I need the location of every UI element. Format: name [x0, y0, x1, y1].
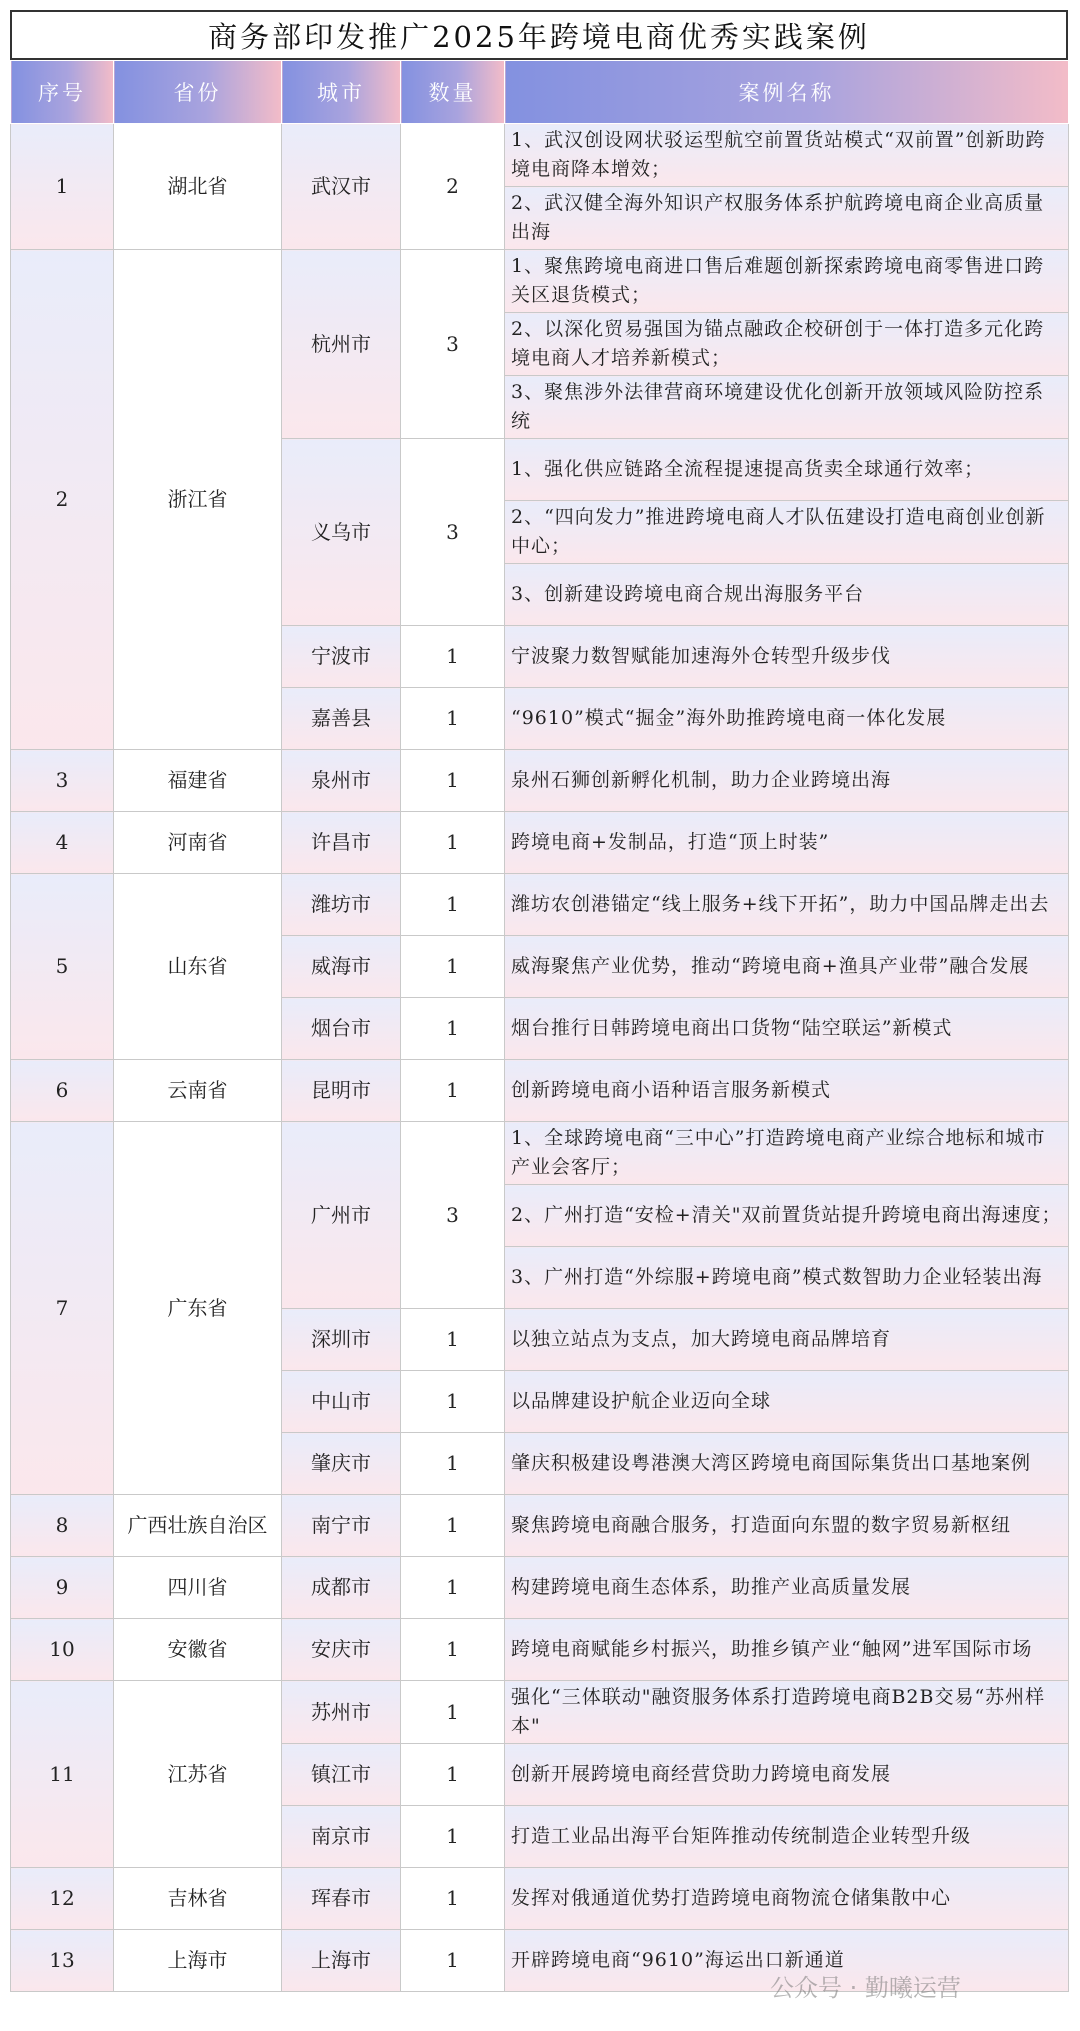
case-name-cell: 烟台推行日韩跨境电商出口货物“陆空联运”新模式 [505, 998, 1069, 1060]
table-row [11, 1495, 1069, 1557]
case-name-cell: 强化“三体联动"融资服务体系打造跨境电商B2B交易“苏州样本" [505, 1681, 1069, 1744]
case-name-cell: 2、武汉健全海外知识产权服务体系护航跨境电商企业高质量出海 [505, 187, 1069, 250]
province-cell: 上海市 [114, 1930, 282, 1992]
count-cell: 1 [401, 1495, 505, 1557]
province-cell: 河南省 [114, 812, 282, 874]
city-cell: 嘉善县 [282, 688, 401, 750]
city-cell: 中山市 [282, 1371, 401, 1433]
case-name-cell: 创新开展跨境电商经营贷助力跨境电商发展 [505, 1744, 1069, 1806]
case-name-cell: 1、强化供应链路全流程提速提高货卖全球通行效率； [505, 439, 1069, 501]
case-name-cell: 肇庆积极建设粤港澳大湾区跨境电商国际集货出口基地案例 [505, 1433, 1069, 1495]
case-name-cell: 2、广州打造“安检+清关"双前置货站提升跨境电商出海速度； [505, 1185, 1069, 1247]
table-row [11, 250, 1069, 313]
header-province: 省份 [114, 61, 282, 124]
header-case-name: 案例名称 [505, 61, 1069, 124]
count-cell: 1 [401, 998, 505, 1060]
table-body [11, 124, 1069, 1992]
city-cell: 成都市 [282, 1557, 401, 1619]
case-name-cell: 潍坊农创港锚定“线上服务+线下开拓”，助力中国品牌走出去 [505, 874, 1069, 936]
count-cell: 1 [401, 1806, 505, 1868]
count-cell: 1 [401, 812, 505, 874]
table-row [11, 812, 1069, 874]
city-cell: 武汉市 [282, 124, 401, 250]
seq-cell: 5 [11, 874, 114, 1060]
province-cell: 山东省 [114, 874, 282, 1060]
table-row [11, 1060, 1069, 1122]
case-name-cell: 创新跨境电商小语种语言服务新模式 [505, 1060, 1069, 1122]
count-cell: 3 [401, 439, 505, 626]
case-name-cell: 跨境电商+发制品，打造“顶上时装” [505, 812, 1069, 874]
case-name-cell: 发挥对俄通道优势打造跨境电商物流仓储集散中心 [505, 1868, 1069, 1930]
seq-cell: 6 [11, 1060, 114, 1122]
case-name-cell: 以品牌建设护航企业迈向全球 [505, 1371, 1069, 1433]
table-row [11, 1681, 1069, 1744]
count-cell: 1 [401, 1619, 505, 1681]
table-row [11, 1122, 1069, 1185]
count-cell: 1 [401, 750, 505, 812]
count-cell: 1 [401, 1557, 505, 1619]
count-cell: 1 [401, 874, 505, 936]
case-name-cell: 开辟跨境电商“9610”海运出口新通道 [505, 1930, 1069, 1992]
count-cell: 1 [401, 1371, 505, 1433]
seq-cell: 13 [11, 1930, 114, 1992]
case-name-cell: 3、创新建设跨境电商合规出海服务平台 [505, 564, 1069, 626]
header-row [11, 61, 1069, 124]
case-name-cell: 宁波聚力数智赋能加速海外仓转型升级步伐 [505, 626, 1069, 688]
city-cell: 深圳市 [282, 1309, 401, 1371]
header-city: 城市 [282, 61, 401, 124]
case-name-cell: 3、聚焦涉外法律营商环境建设优化创新开放领域风险防控系统 [505, 376, 1069, 439]
province-cell: 云南省 [114, 1060, 282, 1122]
city-cell: 南京市 [282, 1806, 401, 1868]
city-cell: 义乌市 [282, 439, 401, 626]
province-cell: 江苏省 [114, 1681, 282, 1868]
seq-cell: 11 [11, 1681, 114, 1868]
seq-cell: 10 [11, 1619, 114, 1681]
city-cell: 烟台市 [282, 998, 401, 1060]
count-cell: 3 [401, 1122, 505, 1309]
city-cell: 泉州市 [282, 750, 401, 812]
province-cell: 广西壮族自治区 [114, 1495, 282, 1557]
city-cell: 潍坊市 [282, 874, 401, 936]
seq-cell: 4 [11, 812, 114, 874]
city-cell: 威海市 [282, 936, 401, 998]
case-name-cell: 打造工业品出海平台矩阵推动传统制造企业转型升级 [505, 1806, 1069, 1868]
city-cell: 上海市 [282, 1930, 401, 1992]
count-cell: 1 [401, 1060, 505, 1122]
count-cell: 3 [401, 250, 505, 439]
case-name-cell: 以独立站点为支点，加大跨境电商品牌培育 [505, 1309, 1069, 1371]
table-row [11, 1557, 1069, 1619]
case-name-cell: 3、广州打造“外综服+跨境电商”模式数智助力企业轻装出海 [505, 1247, 1069, 1309]
seq-cell: 2 [11, 250, 114, 750]
count-cell: 1 [401, 936, 505, 998]
case-name-cell: 2、“四向发力”推进跨境电商人才队伍建设打造电商创业创新中心； [505, 501, 1069, 564]
case-name-cell: 跨境电商赋能乡村振兴，助推乡镇产业“触网”进军国际市场 [505, 1619, 1069, 1681]
seq-cell: 7 [11, 1122, 114, 1495]
count-cell: 1 [401, 1744, 505, 1806]
case-name-cell: 1、全球跨境电商“三中心”打造跨境电商产业综合地标和城市产业会客厅； [505, 1122, 1069, 1185]
table-row [11, 124, 1069, 187]
table-row [11, 1619, 1069, 1681]
case-name-cell: 威海聚焦产业优势，推动“跨境电商+渔具产业带”融合发展 [505, 936, 1069, 998]
count-cell: 1 [401, 1868, 505, 1930]
city-cell: 安庆市 [282, 1619, 401, 1681]
seq-cell: 3 [11, 750, 114, 812]
city-cell: 苏州市 [282, 1681, 401, 1744]
page [10, 10, 1068, 1992]
case-name-cell: 1、武汉创设网状驳运型航空前置货站模式“双前置”创新助跨境电商降本增效； [505, 124, 1069, 187]
seq-cell: 1 [11, 124, 114, 250]
city-cell: 珲春市 [282, 1868, 401, 1930]
table-row [11, 1868, 1069, 1930]
count-cell: 1 [401, 1681, 505, 1744]
province-cell: 湖北省 [114, 124, 282, 250]
seq-cell: 12 [11, 1868, 114, 1930]
seq-cell: 9 [11, 1557, 114, 1619]
count-cell: 2 [401, 124, 505, 250]
province-cell: 福建省 [114, 750, 282, 812]
city-cell: 宁波市 [282, 626, 401, 688]
header-count: 数量 [401, 61, 505, 124]
case-name-cell: 构建跨境电商生态体系，助推产业高质量发展 [505, 1557, 1069, 1619]
count-cell: 1 [401, 626, 505, 688]
case-name-cell: “9610”模式“掘金”海外助推跨境电商一体化发展 [505, 688, 1069, 750]
province-cell: 广东省 [114, 1122, 282, 1495]
watermark: 公众号 · 勤曦运营 [770, 1974, 961, 2002]
city-cell: 肇庆市 [282, 1433, 401, 1495]
count-cell: 1 [401, 688, 505, 750]
city-cell: 杭州市 [282, 250, 401, 439]
city-cell: 广州市 [282, 1122, 401, 1309]
case-name-cell: 1、聚焦跨境电商进口售后难题创新探索跨境电商零售进口跨关区退货模式； [505, 250, 1069, 313]
page-title: 商务部印发推广2025年跨境电商优秀实践案例 [10, 10, 1068, 60]
province-cell: 吉林省 [114, 1868, 282, 1930]
count-cell: 1 [401, 1309, 505, 1371]
province-cell: 安徽省 [114, 1619, 282, 1681]
province-cell: 四川省 [114, 1557, 282, 1619]
city-cell: 南宁市 [282, 1495, 401, 1557]
cases-table [10, 60, 1069, 1992]
case-name-cell: 聚焦跨境电商融合服务，打造面向东盟的数字贸易新枢纽 [505, 1495, 1069, 1557]
header-seq: 序号 [11, 61, 114, 124]
city-cell: 昆明市 [282, 1060, 401, 1122]
province-cell: 浙江省 [114, 250, 282, 750]
count-cell: 1 [401, 1433, 505, 1495]
case-name-cell: 泉州石狮创新孵化机制，助力企业跨境出海 [505, 750, 1069, 812]
case-name-cell: 2、以深化贸易强国为锚点融政企校研创于一体打造多元化跨境电商人才培养新模式； [505, 313, 1069, 376]
city-cell: 许昌市 [282, 812, 401, 874]
seq-cell: 8 [11, 1495, 114, 1557]
count-cell: 1 [401, 1930, 505, 1992]
city-cell: 镇江市 [282, 1744, 401, 1806]
table-row [11, 874, 1069, 936]
table-row [11, 750, 1069, 812]
